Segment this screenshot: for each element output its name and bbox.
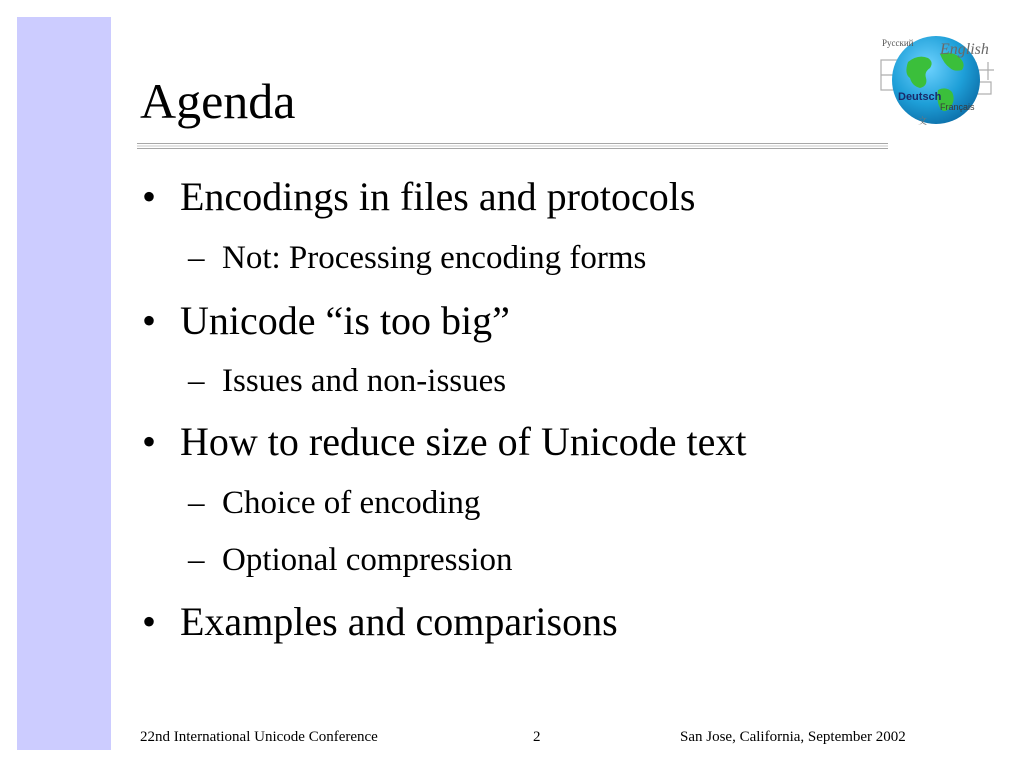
side-bar <box>17 17 111 750</box>
footer-page-number: 2 <box>533 729 541 745</box>
svg-text:Русский: Русский <box>882 38 914 48</box>
slide-title: Agenda <box>140 73 296 129</box>
title-divider <box>137 143 888 149</box>
sub-bullet-marker: – <box>188 240 205 276</box>
unicode-globe-logo-icon <box>878 32 996 128</box>
sub-bullet-text: Issues and non-issues <box>222 363 507 399</box>
bullet-text: Encodings in files and protocols <box>180 174 696 219</box>
svg-text:Français: Français <box>940 102 975 112</box>
sub-bullet-marker: – <box>188 485 205 521</box>
bullet-marker: • <box>142 174 157 219</box>
svg-text:English: English <box>940 41 989 58</box>
footer-location-date: San Jose, California, September 2002 <box>680 729 906 745</box>
sub-bullet-text: Not: Processing encoding forms <box>222 240 647 276</box>
footer-conference: 22nd International Unicode Conference <box>140 729 378 745</box>
bullet-marker: • <box>142 599 157 644</box>
bullet-marker: • <box>142 419 157 464</box>
bullet-marker: • <box>142 298 157 343</box>
sub-bullet-marker: – <box>188 542 205 578</box>
sub-bullet-text: Choice of encoding <box>222 485 481 521</box>
svg-text:Deutsch: Deutsch <box>898 91 942 103</box>
sub-bullet-text: Optional compression <box>222 542 513 578</box>
svg-text:文: 文 <box>918 117 928 127</box>
bullet-text: Unicode “is too big” <box>180 298 510 343</box>
sub-bullet-marker: – <box>188 363 205 399</box>
bullet-text: How to reduce size of Unicode text <box>180 419 747 464</box>
bullet-text: Examples and comparisons <box>180 599 618 644</box>
